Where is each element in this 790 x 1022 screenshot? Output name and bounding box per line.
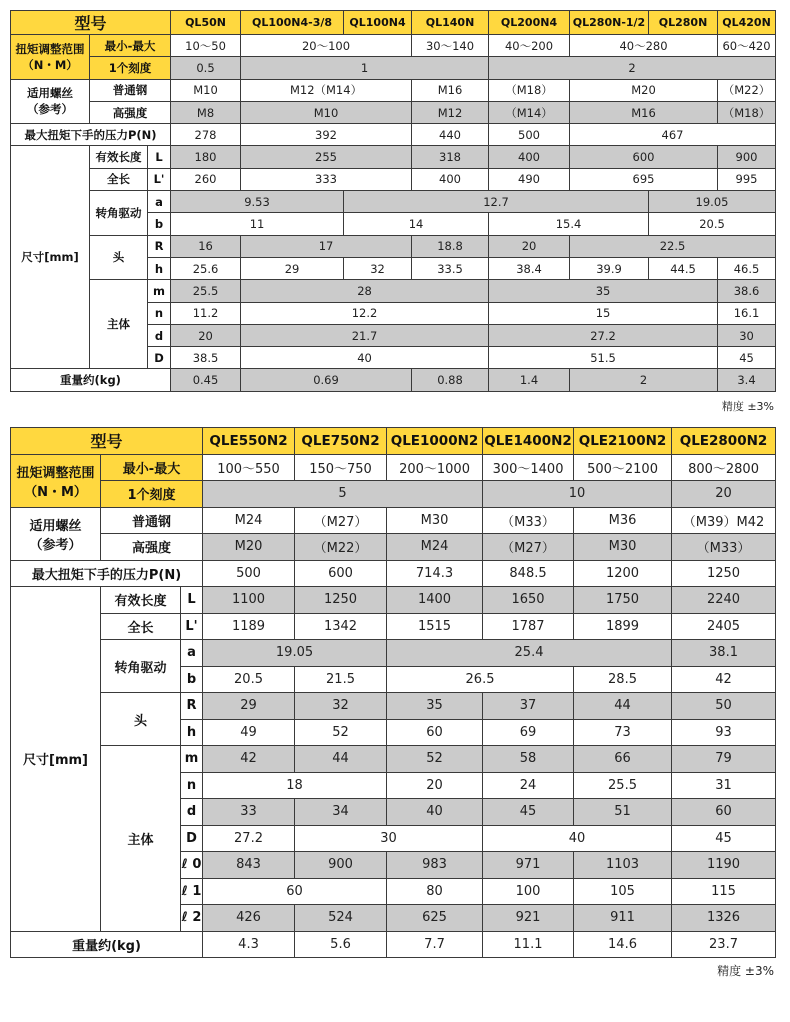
table-cell: （M27） [483,534,574,561]
table-cell: 44 [574,693,672,720]
dim-symbol: a [148,191,171,213]
table-cell: 42 [203,746,295,773]
table-cell: 600 [570,146,718,168]
table-cell: M16 [412,79,489,101]
table-cell: M12 [412,101,489,123]
table-cell: 7.7 [387,931,483,958]
table-cell: 19.05 [203,640,387,667]
table-cell: 60 [203,878,387,905]
table-cell: 50 [672,693,776,720]
table-cell: 16 [171,235,241,257]
model-name: QL100N4-3/8 [241,11,344,35]
high-strength-label: 高强度 [101,534,203,561]
table-cell: 10 [483,481,672,508]
thread-ref: （参考） [27,102,73,117]
minmax-label: 最小-最大 [90,35,171,57]
table-cell: 1200 [574,560,672,587]
model-name: QL420N [718,11,776,35]
table-cell: 300～1400 [483,454,574,481]
table-cell: 21.7 [241,324,489,346]
dim-symbol: ℓ 0 [181,852,203,879]
table-cell: 11.1 [483,931,574,958]
model-header: 型号 [11,11,171,35]
table-cell: 69 [483,719,574,746]
dim-symbol: ℓ 2 [181,905,203,932]
table-cell: 1190 [672,852,776,879]
corner-drive-label: 转角驱动 [90,191,148,236]
table-cell: 60～420 [718,35,776,57]
corner-drive-label: 转角驱动 [101,640,181,693]
table-cell: 115 [672,878,776,905]
table-cell: 100 [483,878,574,905]
table-cell: 60 [387,719,483,746]
effective-length-label: 有效长度 [101,587,181,614]
table-cell: 18.8 [412,235,489,257]
table-cell: 40～200 [489,35,570,57]
table-cell: 14 [344,213,489,235]
table-cell: 1 [241,57,489,79]
dim-symbol: L' [148,168,171,190]
table-cell: 911 [574,905,672,932]
steel-label: 普通钢 [101,507,203,534]
model-name: QLE1000N2 [387,428,483,455]
table-cell: M20 [203,534,295,561]
table-cell: 35 [387,693,483,720]
table-cell: 490 [489,168,570,190]
table-cell: 16.1 [718,302,776,324]
table-cell: 1400 [387,587,483,614]
table-cell: 40 [483,825,672,852]
table-cell: 32 [344,257,412,279]
table-cell: M10 [171,79,241,101]
table-cell: 1100 [203,587,295,614]
table-cell: 46.5 [718,257,776,279]
table-cell: 20 [672,481,776,508]
table-cell: 20.5 [649,213,776,235]
table-cell: 38.5 [171,347,241,369]
table-cell: 35 [489,280,718,302]
table-cell: 29 [241,257,344,279]
table-cell: （M39）M42 [672,507,776,534]
table-cell: M8 [171,101,241,123]
accuracy-note: 精度 ±3% [721,400,774,413]
body-label: 主体 [101,746,181,932]
table-cell: 1342 [295,613,387,640]
model-name: QL50N [171,11,241,35]
table-cell: 12.2 [241,302,489,324]
head-label: 头 [90,235,148,280]
table-cell: 20 [489,235,570,257]
full-length-label: 全长 [90,168,148,190]
table-cell: 2240 [672,587,776,614]
table-cell: 921 [483,905,574,932]
dim-symbol: d [181,799,203,826]
table-cell: 25.6 [171,257,241,279]
dim-symbol: b [181,666,203,693]
table-cell: 45 [718,347,776,369]
table-cell: （M27） [295,507,387,534]
table-cell: 9.53 [171,191,344,213]
table-cell: 2 [489,57,776,79]
table-cell: 32 [295,693,387,720]
table-cell: 426 [203,905,295,932]
table-cell: 31 [672,772,776,799]
table-cell: 26.5 [387,666,574,693]
table-cell: 440 [412,124,489,146]
table-cell: 255 [241,146,412,168]
table-cell: 39.9 [570,257,649,279]
model-name: QL100N4 [344,11,412,35]
dim-symbol: R [181,693,203,720]
table-cell: 1326 [672,905,776,932]
table-cell: （M18） [718,101,776,123]
table-cell: 10～50 [171,35,241,57]
dimension-label: 尺寸[mm] [11,587,101,932]
model-name: QLE1400N2 [483,428,574,455]
table-cell: 0.69 [241,369,412,391]
table-cell: 318 [412,146,489,168]
table-cell: 19.05 [649,191,776,213]
dim-symbol: m [181,746,203,773]
table-cell: 5 [203,481,483,508]
table-cell: 1750 [574,587,672,614]
torque-unit: （N・M） [22,57,78,72]
table-cell: 1515 [387,613,483,640]
force-label: 最大扭矩下手的压力P(N) [11,560,203,587]
table-cell: 79 [672,746,776,773]
dim-symbol: h [181,719,203,746]
table-cell: 900 [718,146,776,168]
thread-label [11,507,101,560]
torque-range-label [11,35,90,80]
table-cell: M24 [387,534,483,561]
table-cell: 22.5 [570,235,776,257]
table-cell: 58 [483,746,574,773]
table-cell: 714.3 [387,560,483,587]
dim-symbol: L [181,587,203,614]
table-cell: 30～140 [412,35,489,57]
table-cell: 0.5 [171,57,241,79]
spec-table-qle [10,427,776,958]
table-cell: 625 [387,905,483,932]
table-cell: 400 [489,146,570,168]
table-cell: 0.45 [171,369,241,391]
table-cell: 900 [295,852,387,879]
table-cell: 42 [672,666,776,693]
table-cell: 93 [672,719,776,746]
table-cell: 200～1000 [387,454,483,481]
dimension-label: 尺寸[mm] [11,146,90,369]
table-cell: 2405 [672,613,776,640]
high-strength-label: 高强度 [90,101,171,123]
dim-symbol: L [148,146,171,168]
torque-unit: （N・M） [24,484,87,500]
table-cell: 25.5 [171,280,241,302]
table-cell: 27.2 [489,324,718,346]
effective-length-label: 有效长度 [90,146,148,168]
thread-label [11,79,90,124]
table-cell: 23.7 [672,931,776,958]
table-cell: 27.2 [203,825,295,852]
table-cell: M30 [387,507,483,534]
table-cell: 30 [718,324,776,346]
steel-label: 普通钢 [90,79,171,101]
table-cell: 1189 [203,613,295,640]
table-cell: 1899 [574,613,672,640]
model-name: QLE750N2 [295,428,387,455]
spec-table-ql [10,10,776,392]
table-cell: 1.4 [489,369,570,391]
torque-range-text: 扭矩调整范围 [15,41,85,56]
table-cell: 180 [171,146,241,168]
table-cell: M30 [574,534,672,561]
table-cell: 66 [574,746,672,773]
dim-symbol: h [148,257,171,279]
table-cell: 983 [387,852,483,879]
table-cell: 45 [483,799,574,826]
table-cell: 800～2800 [672,454,776,481]
dim-symbol: D [181,825,203,852]
table-cell: （M18） [489,79,570,101]
dim-symbol: a [181,640,203,667]
table-cell: M20 [570,79,718,101]
table-cell: 5.6 [295,931,387,958]
dim-symbol: d [148,324,171,346]
table-cell: 695 [570,168,718,190]
table-cell: 38.6 [718,280,776,302]
table-cell: M24 [203,507,295,534]
minmax-label: 最小-最大 [101,454,203,481]
table-cell: 51.5 [489,347,718,369]
torque-range-text: 扭矩调整范围 [16,465,95,481]
table-cell: 29 [203,693,295,720]
table-cell: 400 [412,168,489,190]
table-cell: 28.5 [574,666,672,693]
table-cell: 20～100 [241,35,412,57]
model-name: QL200N4 [489,11,570,35]
table-cell: 25.5 [574,772,672,799]
table-cell: 80 [387,878,483,905]
table-cell: 40 [241,347,489,369]
table-cell: 37 [483,693,574,720]
dim-symbol: n [181,772,203,799]
table-cell: 600 [295,560,387,587]
table-cell: 278 [171,124,241,146]
table-cell: 12.7 [344,191,649,213]
table-cell: 28 [241,280,489,302]
table-cell: （M33） [672,534,776,561]
table-cell: 105 [574,878,672,905]
table-cell: 60 [672,799,776,826]
table-cell: （M14） [489,101,570,123]
table-cell: 995 [718,168,776,190]
thread-text: 适用螺丝 [29,518,82,534]
table-cell: （M22） [295,534,387,561]
table-cell: 40 [387,799,483,826]
body-label: 主体 [90,280,148,369]
table-cell: 333 [241,168,412,190]
table-cell: 33.5 [412,257,489,279]
table-cell: M36 [574,507,672,534]
table-cell: 52 [387,746,483,773]
table-cell: 33 [203,799,295,826]
table-cell: 40～280 [570,35,718,57]
dim-symbol: L' [181,613,203,640]
table-cell: 24 [483,772,574,799]
table-cell: 524 [295,905,387,932]
table-cell: M12（M14） [241,79,412,101]
table-cell: 100～550 [203,454,295,481]
torque-range-label [11,454,101,507]
table-cell: 20.5 [203,666,295,693]
table-cell: 49 [203,719,295,746]
model-name: QL280N [649,11,718,35]
model-name: QLE2100N2 [574,428,672,455]
model-header: 型号 [11,428,203,455]
table-cell: 500 [489,124,570,146]
table-cell: 3.4 [718,369,776,391]
full-length-label: 全长 [101,613,181,640]
table-cell: M16 [570,101,718,123]
table-cell: M10 [241,101,412,123]
model-name: QL280N-1/2 [570,11,649,35]
table-cell: 260 [171,168,241,190]
table-cell: 150～750 [295,454,387,481]
table-cell: 1650 [483,587,574,614]
table-cell: 1103 [574,852,672,879]
model-name: QL140N [412,11,489,35]
table-cell: 30 [295,825,483,852]
table-cell: 73 [574,719,672,746]
head-label: 头 [101,693,181,746]
table-cell: 1250 [672,560,776,587]
table-cell: 15 [489,302,718,324]
dim-symbol: D [148,347,171,369]
table-cell: 0.88 [412,369,489,391]
dim-symbol: m [148,280,171,302]
table-cell: 392 [241,124,412,146]
table-cell: 20 [171,324,241,346]
scale-label: 1个刻度 [90,57,171,79]
table-cell: 45 [672,825,776,852]
table-cell: 44.5 [649,257,718,279]
table-cell: 467 [570,124,776,146]
table-cell: 21.5 [295,666,387,693]
dim-symbol: n [148,302,171,324]
table-cell: 18 [203,772,387,799]
table-cell: 44 [295,746,387,773]
weight-label: 重量约(kg) [11,369,171,391]
table-cell: （M22） [718,79,776,101]
model-name: QLE2800N2 [672,428,776,455]
table-cell: 11 [171,213,344,235]
table-cell: 500～2100 [574,454,672,481]
dim-symbol: b [148,213,171,235]
table-cell: 51 [574,799,672,826]
table-cell: 1250 [295,587,387,614]
table-cell: （M33） [483,507,574,534]
model-name: QLE550N2 [203,428,295,455]
scale-label: 1个刻度 [101,481,203,508]
table-cell: 17 [241,235,412,257]
table-cell: 848.5 [483,560,574,587]
weight-label: 重量约(kg) [11,931,203,958]
table-cell: 4.3 [203,931,295,958]
table-cell: 20 [387,772,483,799]
thread-text: 适用螺丝 [27,86,73,101]
table-cell: 38.4 [489,257,570,279]
table-cell: 34 [295,799,387,826]
dim-symbol: ℓ 1 [181,878,203,905]
table-cell: 15.4 [489,213,649,235]
table-cell: 1787 [483,613,574,640]
table-cell: 11.2 [171,302,241,324]
table-cell: 38.1 [672,640,776,667]
accuracy-note: 精度 ±3% [717,964,774,978]
table-cell: 971 [483,852,574,879]
dim-symbol: R [148,235,171,257]
thread-ref: （参考） [29,537,82,553]
table-cell: 843 [203,852,295,879]
force-label: 最大扭矩下手的压力P(N) [11,124,171,146]
table-cell: 25.4 [387,640,672,667]
table-cell: 500 [203,560,295,587]
table-cell: 14.6 [574,931,672,958]
table-cell: 2 [570,369,718,391]
table-cell: 52 [295,719,387,746]
